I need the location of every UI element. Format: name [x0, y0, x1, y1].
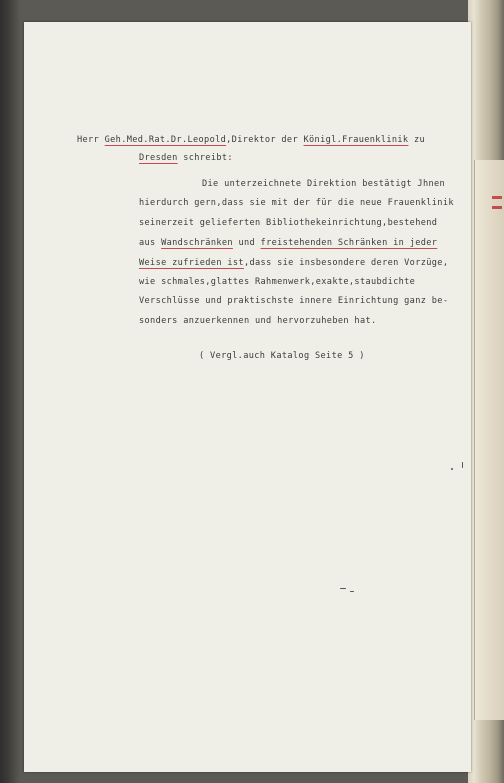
letter-page [24, 22, 471, 772]
body-line-5 [139, 258, 448, 268]
body-line-3: seinerzeit gelieferten Bibliothekeinrichtung,bestehend [139, 218, 438, 228]
body-line-4-underlined-2: freistehenden Schränken in jeder [260, 238, 438, 248]
body-line-6: wie schmales,glattes Rahmenwerk,exakte,staubdichte [139, 277, 416, 287]
body-line-5-underlined: Weise zufrieden ist [139, 258, 244, 268]
ink-speck [462, 462, 463, 468]
body-line-2: hierdurch gern,dass sie mit der für die neue Frauenklinik [139, 198, 454, 208]
catalog-reference: ( Vergl.auch Katalog Seite 5 ) [199, 351, 365, 361]
red-margin-mark [492, 206, 502, 209]
heading-institution: Königl.Frauenklinik [303, 135, 409, 145]
heading-name-title: Geh.Med.Rat.Dr.Leopold [104, 135, 227, 145]
body-line-4-underlined-1: Wandschränken [161, 238, 233, 248]
ink-speck [451, 468, 453, 470]
body-line-4-a: aus [139, 238, 162, 248]
backing-tab [474, 160, 504, 720]
heading-suffix: zu [408, 135, 426, 145]
heading-city: Dresden [139, 153, 178, 163]
heading-city-suffix: schreibt: [177, 153, 233, 163]
ink-speck [340, 588, 346, 589]
red-margin-mark [492, 196, 502, 199]
letter-heading-line-1 [77, 135, 425, 145]
heading-middle: ,Direktor der [226, 135, 304, 145]
body-line-5-rest: ,dass sie insbesondere deren Vorzüge, [243, 258, 449, 268]
body-line-4 [139, 238, 437, 248]
body-line-1: Die unterzeichnete Direktion bestätigt Jhnen [202, 179, 446, 189]
body-line-8: sonders anzuerkennen und hervorzuheben hat. [139, 316, 377, 326]
heading-prefix: Herr [77, 135, 105, 145]
body-line-4-b: und [232, 238, 261, 248]
body-line-7: Verschlüsse und praktischste innere Einrichtung ganz be- [139, 296, 449, 306]
letter-heading-line-2 [139, 153, 233, 163]
ink-speck [350, 591, 354, 592]
